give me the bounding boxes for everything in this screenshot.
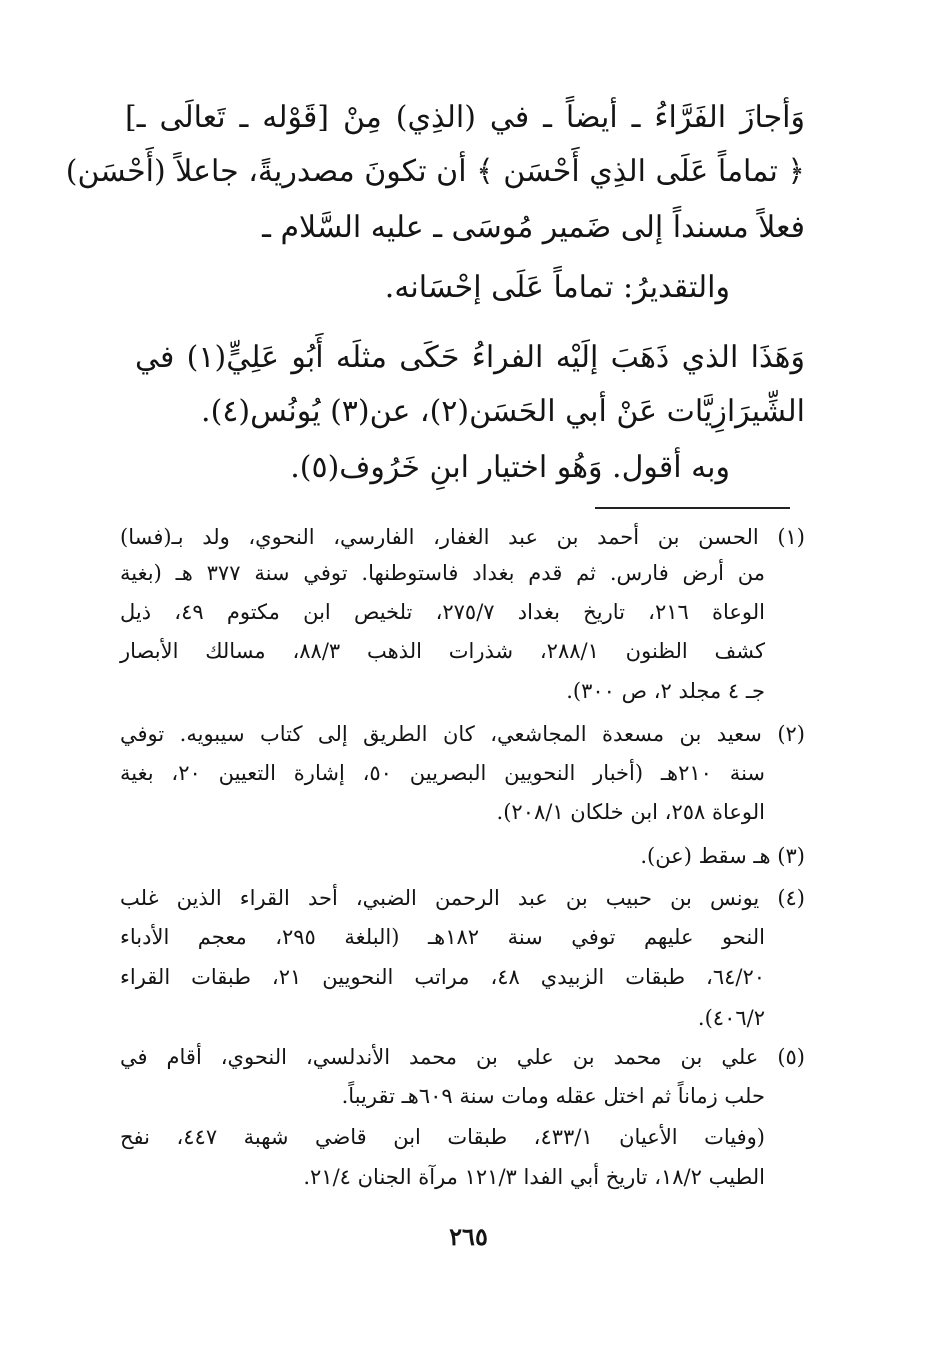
main-text-line: وَأجازَ الفَرَّاءُ ـ أيضاً ـ في (الذِي) مِنْ [قَوْله ـ تَعالَى ـ] bbox=[125, 100, 805, 135]
footnote-line: من أرض فارس. ثم قدم بغداد فاستوطنها. توفي سنة ٣٧٧ هـ (بغية bbox=[120, 561, 765, 585]
main-text-line: الشِّيرَازِيَّات عَنْ أبي الحَسَن(٢)، عن(٣) يُونُس(٤). bbox=[201, 394, 805, 429]
footnote-line: حلب زماناً ثم اختل عقله ومات سنة ٦٠٩هـ تقريباً. bbox=[341, 1084, 765, 1108]
footnote-line: (١) الحسن بن أحمد بن عبد الغفار، الفارسي، النحوي، ولد بـ(فسا) bbox=[120, 525, 805, 549]
page-number: ٢٦٥ bbox=[449, 1222, 488, 1251]
main-text-line: فعلاً مسنداً إلى ضَمير مُوسَى ـ عليه السَّلام ـ bbox=[262, 210, 805, 245]
footnote-line: ٤٠٦/٢). bbox=[697, 1006, 765, 1030]
footnote-line: جـ ٤ مجلد ٢، ص ٣٠٠). bbox=[566, 679, 765, 703]
footnote-line: ٦٤/٢٠، طبقات الزبيدي ٤٨، مراتب النحويين ٢١، طبقات القراء bbox=[120, 965, 766, 989]
main-text-line: وبه أقول. وَهُو اختيار ابنِ خَرُوف(٥). bbox=[290, 450, 730, 485]
footnote-line: (٤) يونس بن حبيب بن عبد الرحمن الضبي، أحد القراء الذين غلب bbox=[120, 886, 805, 910]
footnote-line: (٥) علي بن محمد بن علي بن محمد الأندلسي، النحوي، أقام في bbox=[120, 1045, 805, 1069]
footnote-line: (٣) هـ سقط (عن). bbox=[640, 844, 805, 868]
footnote-line: (٢) سعيد بن مسعدة المجاشعي، كان الطريق إلى كتاب سيبويه. توفي bbox=[120, 722, 805, 746]
main-text-line: ﴿ تماماً عَلَى الذِي أَحْسَن ﴾ أن تكونَ مصدريةً، جاعلاً (أَحْسَن) bbox=[65, 154, 805, 189]
footnote-line: الوعاة ٢١٦، تاريخ بغداد ٢٧٥/٧، تلخيص ابن مكتوم ٤٩، ذيل bbox=[120, 600, 765, 624]
footnote-line: سنة ٢١٠هـ (أخبار النحويين البصريين ٥٠، إشارة التعيين ٢٠، بغية bbox=[120, 761, 766, 785]
footnote-line: الوعاة ٢٥٨، ابن خلكان ٢٠٨/١). bbox=[496, 800, 765, 824]
footnote-separator bbox=[595, 507, 790, 509]
footnote-line: كشف الظنون ٢٨٨/١، شذرات الذهب ٨٨/٣، مسالك الأبصار bbox=[120, 639, 766, 663]
footnote-line: النحو عليهم توفي سنة ١٨٢هـ (البلغة ٢٩٥، معجم الأدباء bbox=[120, 925, 765, 949]
footnote-line: الطيب ١٨/٢، تاريخ أبي الفدا ١٢١/٣ مرآة الجنان ٢١/٤. bbox=[303, 1165, 765, 1189]
main-text-line: وَهَذَا الذي ذَهَبَ إلَيْه الفراءُ حَكَى مثلَه أَبُو عَلِيٍّ(١) في bbox=[135, 340, 805, 375]
main-text-line: والتقديرُ: تماماً عَلَى إحْسَانه. bbox=[384, 270, 730, 305]
footnote-line: (وفيات الأعيان ٤٣٣/١، طبقات ابن قاضي شهبة ٤٤٧، نفح bbox=[120, 1125, 765, 1149]
